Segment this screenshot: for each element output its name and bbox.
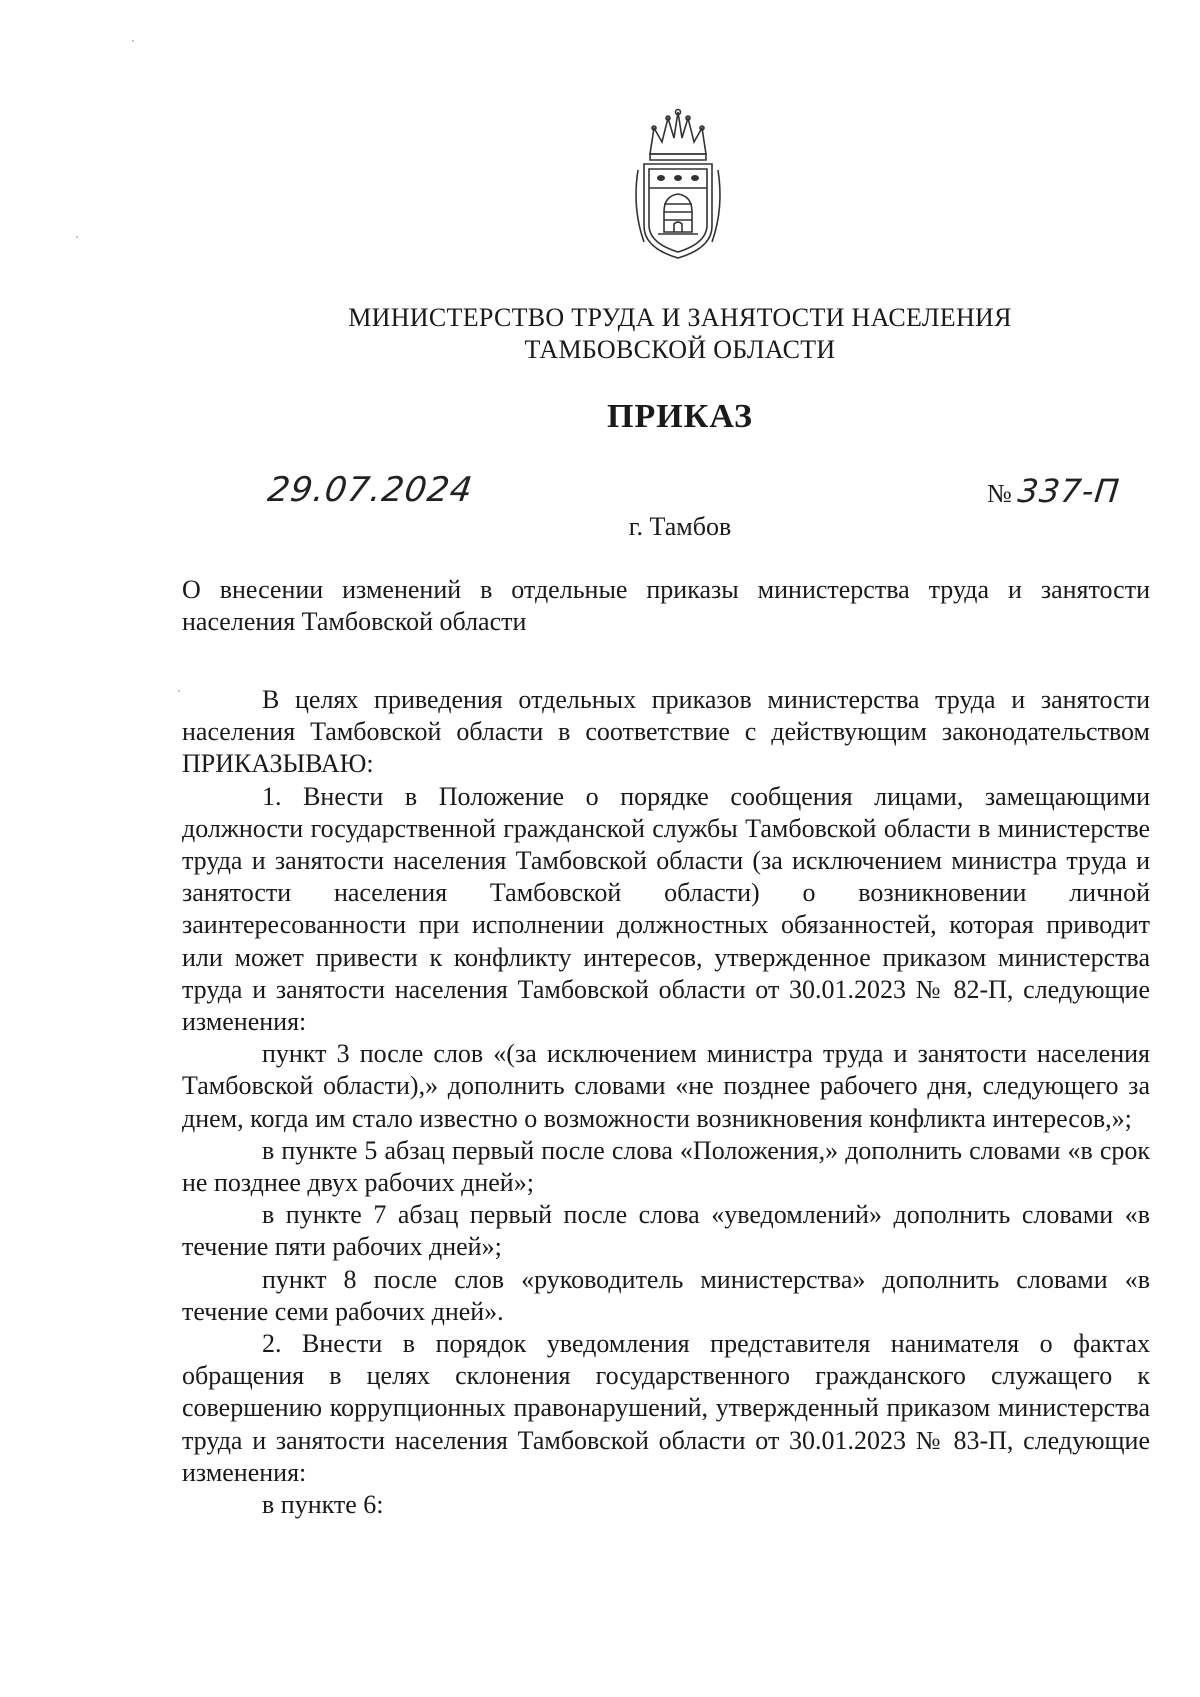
paragraph-item-2-point-6: в пункте 6: [262, 1490, 384, 1520]
order-body [182, 684, 1150, 1521]
number-sign: № [987, 479, 1012, 508]
ministry-name-line2: ТАМБОВСКОЙ ОБЛАСТИ [524, 335, 836, 364]
scan-speck [76, 236, 78, 238]
paragraph-item-2: 2. Внести в порядок уведомления представителя нанимателя о фактах обращения в целях склонения государственного гражданского служащего к совершению коррупционных правонарушений, утвержденный приказом министерства труда и занятости населения Тамбовской области от 30.01.2023 № 83-П, следующие изменения: [182, 1329, 1150, 1487]
order-number [987, 472, 1120, 510]
scan-speck [132, 40, 134, 42]
paragraph-item-1-point-5: в пункте 5 абзац первый после слова «Положения,» дополнить словами «в срок не позднее двух рабочих дней»; [182, 1135, 1150, 1198]
handwritten-number: 337-П [1016, 472, 1122, 510]
paragraph-item-1-point-3: пункт 3 после слов «(за исключением министра труда и занятости населения Тамбовской области),» дополнить словами «не позднее рабочего дня, следующего за днем, когда им стало известно о возможности возникновения конфликта интересов,»; [182, 1039, 1150, 1133]
paragraph-item-1: 1. Внести в Положение о порядке сообщения лицами, замещающими должности государственной гражданской службы Тамбовской области в министерстве труда и занятости населения Тамбовской области (за исключением министра труда и занятости населения Тамбовской области) о возникновении личной заинтересованности при исполнении должностных обязанностей, которая приводит или может привести к конфликту интересов, утвержденное приказом министерства труда и занятости населения Тамбовской области от 30.01.2023 № 82-П, следующие изменения: [182, 781, 1150, 1037]
paragraph-item-1-point-7: в пункте 7 абзац первый после слова «уведомлений» дополнить словами «в течение пяти рабочих дней»; [182, 1200, 1150, 1262]
paragraph-preamble: В целях приведения отдельных приказов министерства труда и занятости населения Тамбовской области в соответствие с действующим законодательством ПРИКАЗЫВАЮ: [182, 685, 1150, 779]
handwritten-date: 29.07.2024 [265, 470, 476, 510]
city-name: г. Тамбов [628, 512, 732, 541]
scan-speck [178, 690, 180, 692]
tambov-coat-of-arms-icon [628, 108, 728, 262]
order-subject: О внесении изменений в отдельные приказы министерства труда и занятости населения Тамбовской области [182, 575, 1150, 636]
ministry-name-line1: МИНИСТЕРСТВО ТРУДА И ЗАНЯТОСТИ НАСЕЛЕНИЯ [348, 303, 1012, 332]
paragraph-item-1-point-8: пункт 8 после слов «руководитель министерства» дополнить словами «в течение семи рабочих дней». [182, 1264, 1150, 1326]
document-type-title: ПРИКАЗ [607, 398, 753, 435]
